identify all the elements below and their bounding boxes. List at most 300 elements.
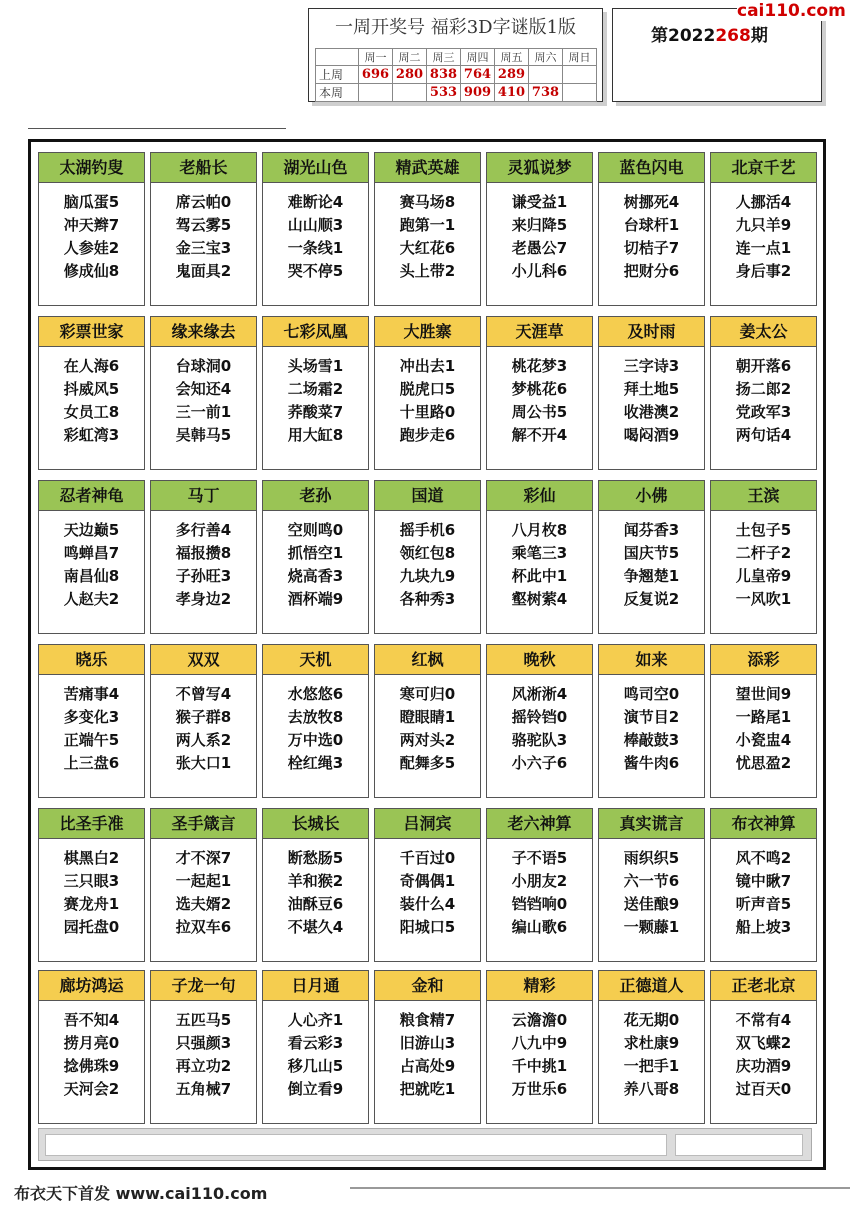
riddle-card-title: 精彩 [487,971,592,1001]
riddle-line: 捻佛珠9 [63,1057,120,1075]
riddle-line: 听声音5 [735,895,792,913]
riddle-card [710,808,817,962]
riddle-line: 千中挑1 [511,1057,568,1075]
riddle-line: 修成仙8 [63,262,120,280]
riddle-card [38,644,145,798]
riddle-card-title: 布衣神算 [711,809,816,839]
riddle-card-title: 姜太公 [711,317,816,347]
riddle-lines [599,191,704,283]
riddle-line: 难断论4 [287,193,344,211]
riddle-card-title: 天涯草 [487,317,592,347]
draw-number: 410 [495,84,529,102]
riddle-card-title: 大胜寨 [375,317,480,347]
bottom-bar-slot [675,1134,803,1156]
riddle-line: 倒立看9 [287,1080,344,1098]
riddle-card [598,970,705,1124]
riddle-line: 五角械7 [175,1080,232,1098]
riddle-card-title: 正德道人 [599,971,704,1001]
riddle-line: 金三宝3 [175,239,232,257]
riddle-lines [39,683,144,775]
riddle-card-title: 双双 [151,645,256,675]
riddle-line: 栓红绳3 [287,754,344,772]
riddle-lines [263,1009,368,1101]
riddle-line: 争翘楚1 [623,567,680,585]
riddle-line: 棒敲鼓3 [623,731,680,749]
riddle-card [710,316,817,470]
riddle-card-title: 彩仙 [487,481,592,511]
riddle-card-title: 金和 [375,971,480,1001]
weekday-cell: 周五 [495,49,529,66]
draw-number [393,84,427,102]
riddle-card-title: 长城长 [263,809,368,839]
weekday-cell: 周四 [461,49,495,66]
riddle-line: 拜土地5 [623,380,680,398]
riddle-card-title: 灵狐说梦 [487,153,592,183]
riddle-line: 桃花梦3 [511,357,568,375]
riddle-card-title: 七彩凤凰 [263,317,368,347]
riddle-line: 扬二郎2 [735,380,792,398]
riddle-line: 才不深7 [175,849,232,867]
riddle-line: 杯此中1 [511,567,568,585]
riddle-line: 大红花6 [399,239,456,257]
riddle-line: 不堪久4 [287,918,344,936]
issue-box [612,8,822,102]
riddle-line: 二场霜2 [287,380,344,398]
riddle-line: 孝身边2 [175,590,232,608]
riddle-line: 各种秀3 [399,590,456,608]
riddle-card-title: 真实谎言 [599,809,704,839]
riddle-card-title: 比圣手准 [39,809,144,839]
riddle-line: 园托盘0 [63,918,120,936]
draw-number: 764 [461,66,495,84]
footer-text: 布衣天下首发 www.cai110.com [14,1181,275,1204]
riddle-lines [487,191,592,283]
riddle-lines [487,1009,592,1101]
riddle-line: 再立功2 [175,1057,232,1075]
riddle-line: 小朋友2 [511,872,568,890]
riddle-line: 铛铛响0 [511,895,568,913]
riddle-line: 子孙旺3 [175,567,232,585]
riddle-line: 彩虹湾3 [63,426,120,444]
riddle-line: 一风吹1 [735,590,792,608]
weekday-cell: 周一 [359,49,393,66]
row-label: 本周 [316,84,359,102]
riddle-line: 雨织织5 [623,849,680,867]
riddle-card [374,152,481,306]
riddle-card [598,480,705,634]
riddle-line: 双飞蝶2 [735,1034,792,1052]
riddle-card [150,480,257,634]
bottom-bar-slot [45,1134,667,1156]
weekday-row [316,49,597,66]
riddle-line: 占高处9 [399,1057,456,1075]
riddle-line: 去放牧8 [287,708,344,726]
riddle-card-title: 忍者神龟 [39,481,144,511]
riddle-card-title: 蓝色闪电 [599,153,704,183]
riddle-card [262,152,369,306]
riddle-line: 空则鸣0 [287,521,344,539]
riddle-lines [263,355,368,447]
riddle-line: 风不鸣2 [735,849,792,867]
riddle-line: 子不语5 [511,849,568,867]
riddle-card-title: 彩票世家 [39,317,144,347]
riddle-line: 三一前1 [175,403,232,421]
riddle-line: 捞月亮0 [63,1034,120,1052]
riddle-line: 把就吃1 [399,1080,456,1098]
riddle-card [262,808,369,962]
riddle-line: 头场雪1 [287,357,344,375]
riddle-line: 乘笔三3 [511,544,568,562]
riddle-card-title: 廊坊鸿运 [39,971,144,1001]
riddle-line: 水悠悠6 [287,685,344,703]
riddle-line: 酱牛肉6 [623,754,680,772]
riddle-line: 在人海6 [63,357,120,375]
draw-number: 696 [359,66,393,84]
riddle-card [598,152,705,306]
riddle-lines [711,683,816,775]
site-logo[interactable]: cai110.com [737,1,846,21]
riddle-line: 连一点1 [735,239,792,257]
riddle-line: 一路尾1 [735,708,792,726]
riddle-line: 八九中9 [511,1034,568,1052]
riddle-lines [151,1009,256,1101]
riddle-line: 国庆节5 [623,544,680,562]
riddle-line: 两句话4 [735,426,792,444]
riddle-card-title: 小佛 [599,481,704,511]
riddle-line: 多变化3 [63,708,120,726]
riddle-line: 酒杯端9 [287,590,344,608]
riddle-line: 人心齐1 [287,1011,344,1029]
riddle-line: 云澹澹0 [511,1011,568,1029]
riddle-card [150,316,257,470]
riddle-line: 一条线1 [287,239,344,257]
riddle-line: 鸣司空0 [623,685,680,703]
riddle-line: 人挪活4 [735,193,792,211]
riddle-lines [375,191,480,283]
riddle-line: 朝开落6 [735,357,792,375]
weekly-draw-table [315,48,597,102]
draw-number [529,66,563,84]
footer-rule [350,1187,850,1189]
riddle-line: 瞪眼睛1 [399,708,456,726]
riddle-lines [151,519,256,611]
riddle-line: 台球洞0 [175,357,232,375]
row-label: 上周 [316,66,359,84]
riddle-line: 摇铃铛0 [511,708,568,726]
weekly-draw-title: 一周开奖号 福彩3D字谜版1版 [334,17,577,38]
riddle-line: 万中选0 [287,731,344,749]
riddle-line: 养八哥8 [623,1080,680,1098]
riddle-lines [39,519,144,611]
riddle-card [38,480,145,634]
riddle-line: 周公书5 [511,403,568,421]
riddle-line: 南昌仙8 [63,567,120,585]
riddle-line: 梦桃花6 [511,380,568,398]
riddle-card-title: 添彩 [711,645,816,675]
riddle-card-title: 老六神算 [487,809,592,839]
riddle-card-title: 湖光山色 [263,153,368,183]
divider [28,128,286,129]
riddle-card [710,152,817,306]
riddle-line: 女员工8 [63,403,120,421]
riddle-lines [151,355,256,447]
riddle-line: 千百过0 [399,849,456,867]
riddle-line: 选夫婿2 [175,895,232,913]
riddle-card [38,152,145,306]
riddle-line: 忧思盈2 [735,754,792,772]
riddle-line: 福报攒8 [175,544,232,562]
riddle-card [374,808,481,962]
riddle-line: 花无期0 [623,1011,680,1029]
riddle-lines [375,683,480,775]
riddle-lines [711,355,816,447]
riddle-line: 不常有4 [735,1011,792,1029]
riddle-line: 老愚公7 [511,239,568,257]
riddle-line: 天河会2 [63,1080,120,1098]
riddle-line: 哭不停5 [287,262,344,280]
riddle-line: 抓悟空1 [287,544,344,562]
riddle-line: 旧游山3 [399,1034,456,1052]
riddle-line: 断愁肠5 [287,849,344,867]
riddle-lines [39,191,144,283]
riddle-line: 赛龙舟1 [63,895,120,913]
riddle-line: 移几山5 [287,1057,344,1075]
riddle-line: 一颗藤1 [623,918,680,936]
riddle-card [486,480,593,634]
riddle-card [486,808,593,962]
riddle-lines [39,355,144,447]
riddle-card [710,480,817,634]
riddle-card [486,152,593,306]
riddle-line: 脱虎口5 [399,380,456,398]
riddle-card-title: 老船长 [151,153,256,183]
riddle-lines [711,847,816,939]
riddle-line: 张大口1 [175,754,232,772]
riddle-line: 船上坡3 [735,918,792,936]
riddle-line: 解不开4 [511,426,568,444]
riddle-line: 用大缸8 [287,426,344,444]
riddle-lines [375,519,480,611]
riddle-line: 荞酸菜7 [287,403,344,421]
weekday-cell: 周日 [563,49,597,66]
riddle-lines [487,847,592,939]
riddle-line: 庆功酒9 [735,1057,792,1075]
riddle-line: 台球杆1 [623,216,680,234]
riddle-line: 身后事2 [735,262,792,280]
draw-number: 280 [393,66,427,84]
riddle-line: 驾云雾5 [175,216,232,234]
riddle-lines [39,1009,144,1101]
riddle-lines [487,683,592,775]
riddle-line: 寒可归0 [399,685,456,703]
riddle-lines [711,1009,816,1101]
riddle-line: 演节目2 [623,708,680,726]
riddle-line: 壑树萦4 [511,590,568,608]
riddle-line: 编山歌6 [511,918,568,936]
riddle-card-title: 吕洞宾 [375,809,480,839]
riddle-card-title: 精武英雄 [375,153,480,183]
riddle-line: 天边巅5 [63,521,120,539]
riddle-card [150,970,257,1124]
riddle-line: 多行善4 [175,521,232,539]
riddle-lines [375,355,480,447]
riddle-card [598,644,705,798]
riddle-line: 猴子群8 [175,708,232,726]
riddle-card [598,316,705,470]
riddle-line: 把财分6 [623,262,680,280]
riddle-card-title: 正老北京 [711,971,816,1001]
riddle-card [150,808,257,962]
riddle-grid [28,139,826,1170]
riddle-card [486,316,593,470]
riddle-lines [711,519,816,611]
riddle-card-title: 天机 [263,645,368,675]
riddle-line: 三字诗3 [623,357,680,375]
riddle-line: 席云帕0 [175,193,232,211]
riddle-card-title: 晓乐 [39,645,144,675]
draw-number: 738 [529,84,563,102]
riddle-lines [151,847,256,939]
riddle-line: 五匹马5 [175,1011,232,1029]
riddle-line: 山山顺3 [287,216,344,234]
riddle-card [598,808,705,962]
riddle-lines [487,355,592,447]
riddle-line: 儿皇帝9 [735,567,792,585]
riddle-line: 正端午5 [63,731,120,749]
riddle-lines [375,847,480,939]
riddle-line: 会知还4 [175,380,232,398]
riddle-card [374,480,481,634]
riddle-line: 奇偶偶1 [399,872,456,890]
riddle-line: 拉双车6 [175,918,232,936]
riddle-line: 骆驼队3 [511,731,568,749]
riddle-line: 鸣蝉昌7 [63,544,120,562]
riddle-line: 摇手机6 [399,521,456,539]
riddle-card [150,644,257,798]
riddle-card [710,644,817,798]
weekday-cell: 周六 [529,49,563,66]
riddle-lines [151,683,256,775]
riddle-line: 八月枚8 [511,521,568,539]
riddle-line: 赛马场8 [399,193,456,211]
riddle-line: 上三盘6 [63,754,120,772]
riddle-line: 羊和猴2 [287,872,344,890]
riddle-lines [599,847,704,939]
riddle-lines [263,191,368,283]
riddle-line: 冲天辫7 [63,216,120,234]
draw-number: 289 [495,66,529,84]
riddle-line: 求杜康9 [623,1034,680,1052]
riddle-line: 万世乐6 [511,1080,568,1098]
riddle-card-title: 圣手箴言 [151,809,256,839]
riddle-lines [263,847,368,939]
riddle-line: 粮食精7 [399,1011,456,1029]
riddle-card-title: 国道 [375,481,480,511]
riddle-card [374,644,481,798]
riddle-card-title: 马丁 [151,481,256,511]
riddle-line: 望世间9 [735,685,792,703]
weekday-cell: 周三 [427,49,461,66]
riddle-line: 只强颜3 [175,1034,232,1052]
riddle-line: 小六子6 [511,754,568,772]
riddle-line: 六一节6 [623,872,680,890]
riddle-card-title: 晚秋 [487,645,592,675]
riddle-card-title: 北京千艺 [711,153,816,183]
riddle-line: 反复说2 [623,590,680,608]
riddle-lines [599,519,704,611]
riddle-line: 树挪死4 [623,193,680,211]
riddle-line: 头上带2 [399,262,456,280]
riddle-line: 三只眼3 [63,872,120,890]
riddle-line: 来归降5 [511,216,568,234]
riddle-line: 不曾写4 [175,685,232,703]
riddle-line: 油酥豆6 [287,895,344,913]
riddle-card [374,316,481,470]
riddle-line: 过百天0 [735,1080,792,1098]
issue-number: 第2022268期 [651,26,768,46]
riddle-line: 切桔子7 [623,239,680,257]
riddle-card [262,480,369,634]
riddle-line: 九只羊9 [735,216,792,234]
riddle-card-title: 子龙一句 [151,971,256,1001]
riddle-lines [599,1009,704,1101]
riddle-card-title: 红枫 [375,645,480,675]
riddle-line: 阳城口5 [399,918,456,936]
riddle-lines [487,519,592,611]
riddle-line: 烧高香3 [287,567,344,585]
riddle-card [38,316,145,470]
riddle-line: 十里路0 [399,403,456,421]
riddle-line: 两人系2 [175,731,232,749]
riddle-line: 一起起1 [175,872,232,890]
draw-number: 533 [427,84,461,102]
riddle-lines [375,1009,480,1101]
riddle-card [262,316,369,470]
riddle-line: 人赵夫2 [63,590,120,608]
riddle-line: 吴韩马5 [175,426,232,444]
riddle-line: 苦痛事4 [63,685,120,703]
riddle-line: 小瓷盅4 [735,731,792,749]
last-week-row [316,66,597,84]
riddle-card-title: 及时雨 [599,317,704,347]
riddle-lines [151,191,256,283]
riddle-line: 领红包8 [399,544,456,562]
riddle-line: 装什么4 [399,895,456,913]
riddle-line: 吾不知4 [63,1011,120,1029]
riddle-card [38,970,145,1124]
riddle-card [486,644,593,798]
riddle-line: 看云彩3 [287,1034,344,1052]
riddle-lines [263,519,368,611]
riddle-card [262,644,369,798]
riddle-card [710,970,817,1124]
riddle-line: 配舞多5 [399,754,456,772]
riddle-line: 谦受益1 [511,193,568,211]
riddle-line: 风淅淅4 [511,685,568,703]
riddle-lines [599,683,704,775]
draw-number [563,84,597,102]
riddle-card-title: 老孙 [263,481,368,511]
riddle-line: 跑第一1 [399,216,456,234]
riddle-line: 棋黑白2 [63,849,120,867]
riddle-card [150,152,257,306]
riddle-line: 鬼面具2 [175,262,232,280]
riddle-line: 二杆子2 [735,544,792,562]
riddle-card-title: 如来 [599,645,704,675]
draw-number: 838 [427,66,461,84]
riddle-line: 两对头2 [399,731,456,749]
riddle-card-title: 王滨 [711,481,816,511]
